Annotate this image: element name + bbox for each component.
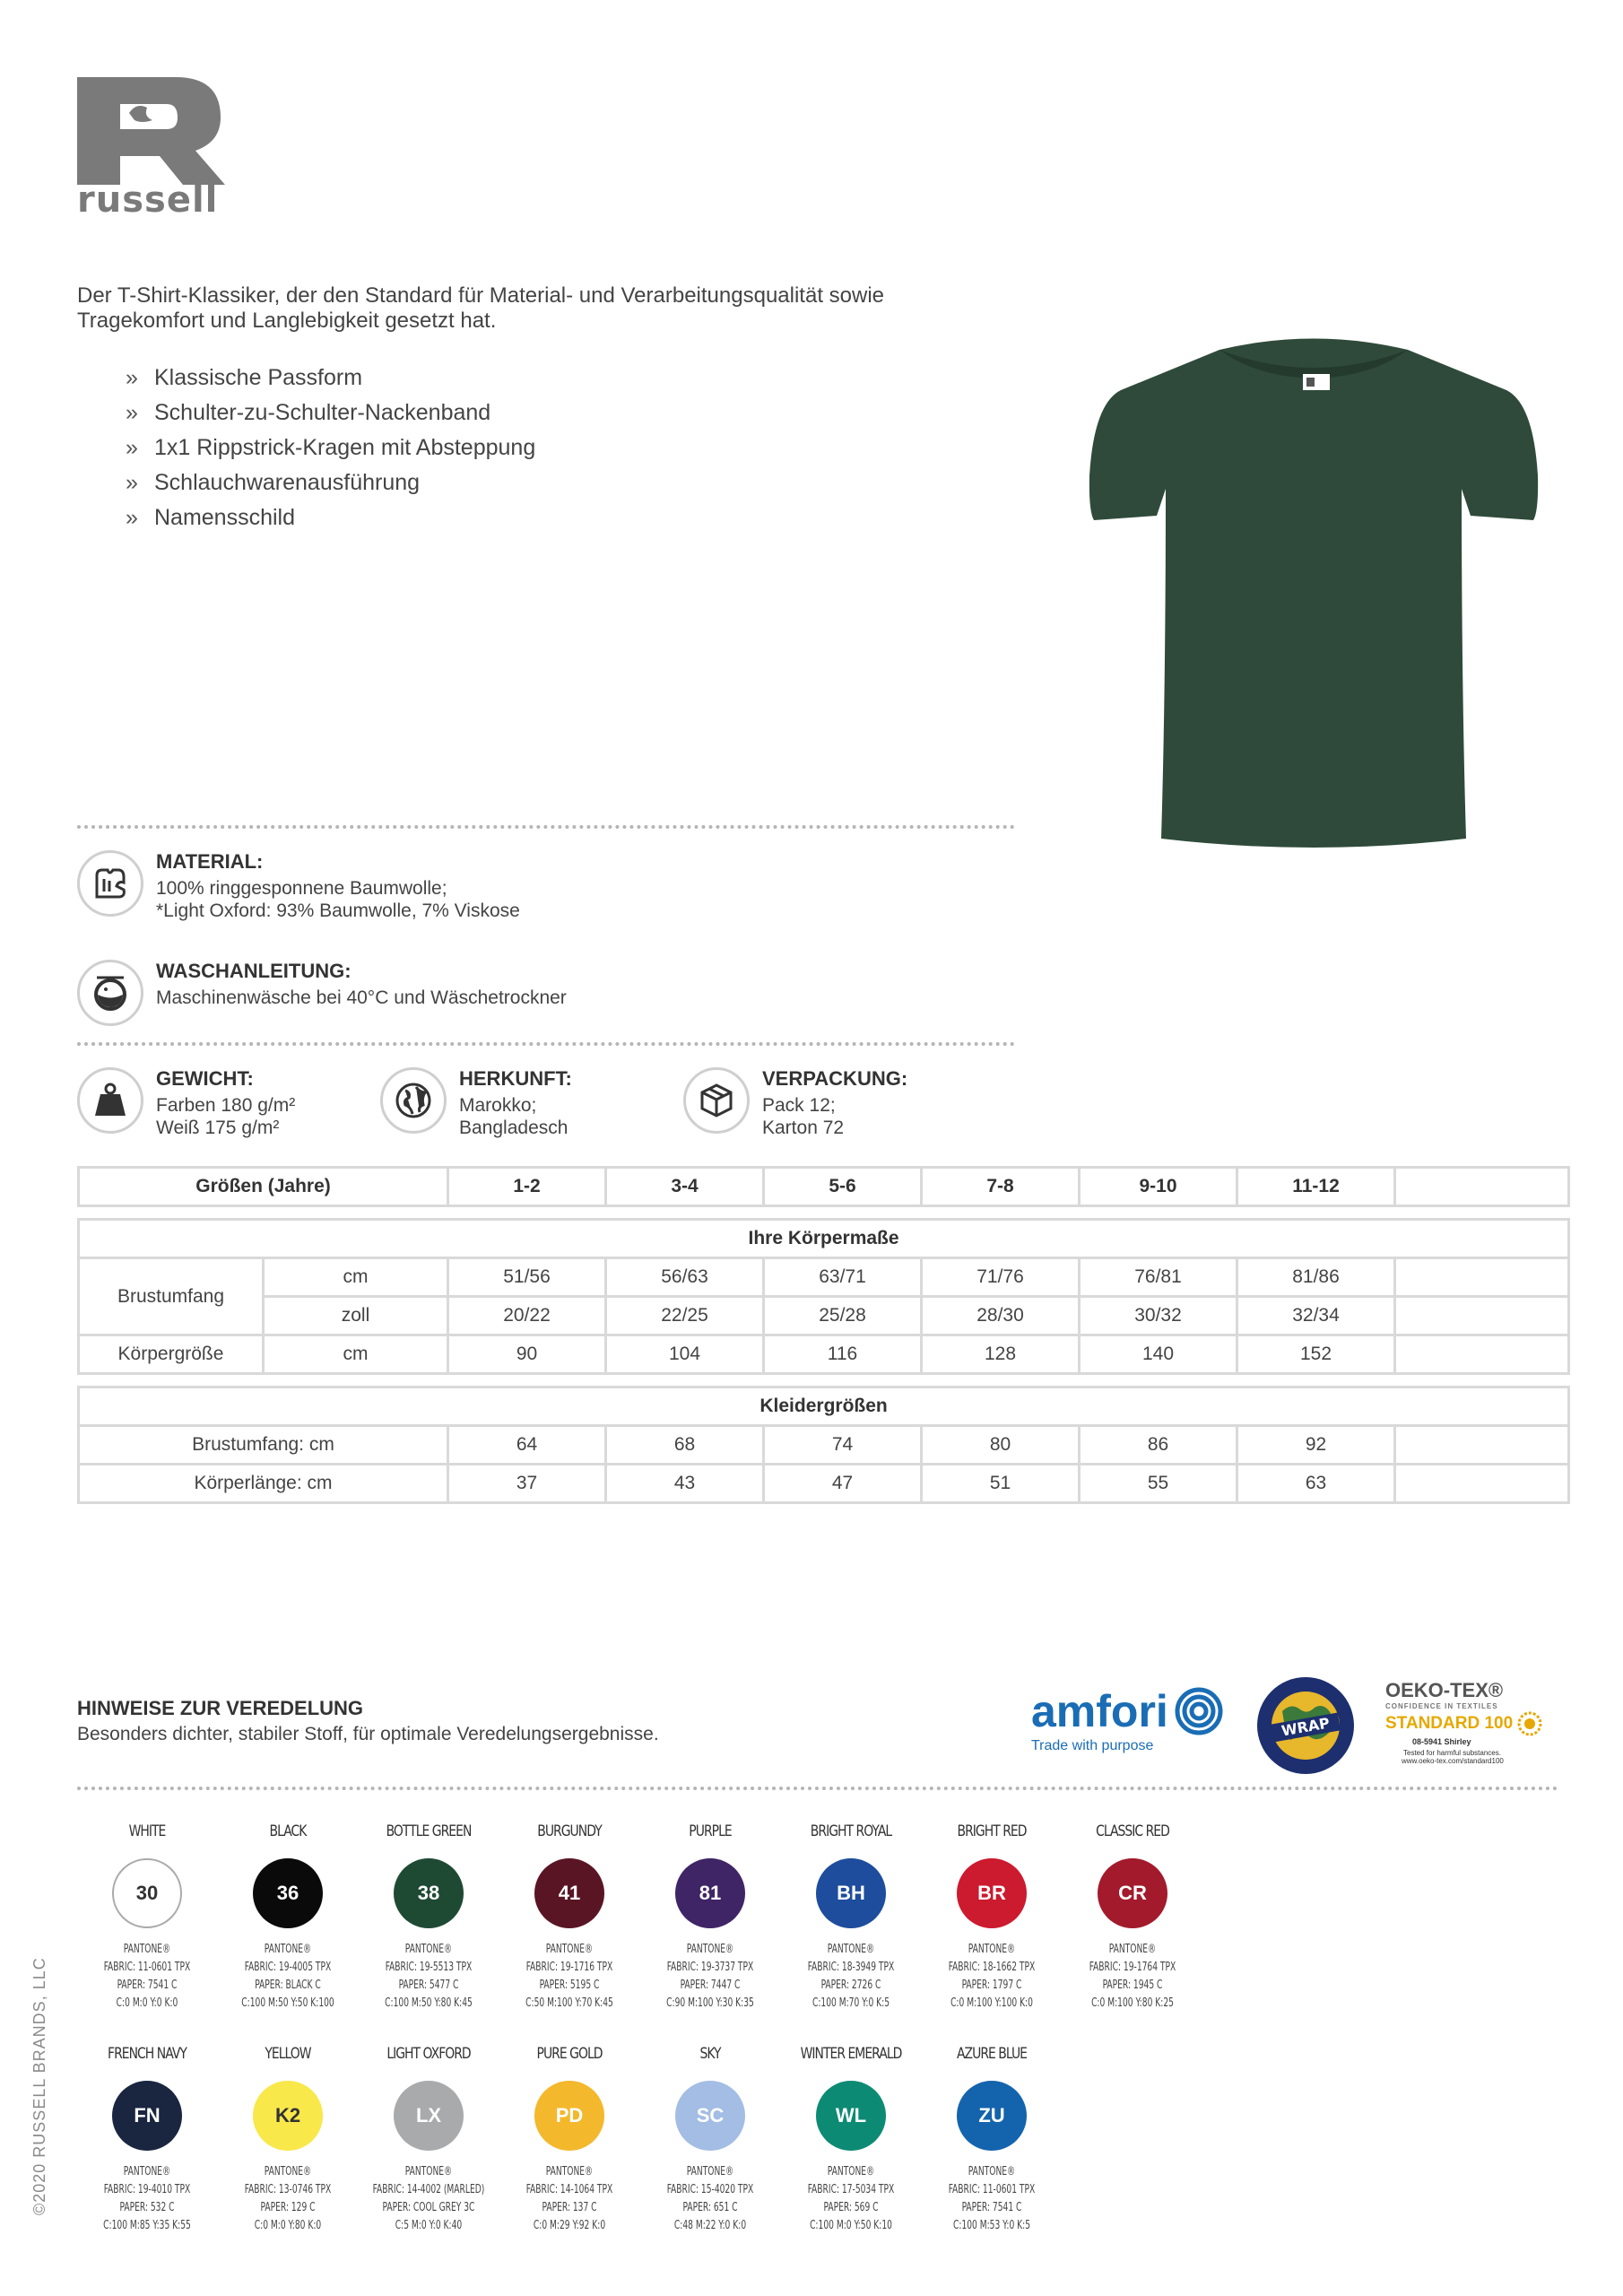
divider <box>77 1042 1015 1046</box>
color-swatch: BURGUNDY 41 PANTONE® FABRIC: 19-1716 TPX PAPER: 5195 C C:50 M:100 Y:70 K:45 <box>525 1822 613 2010</box>
wrap-certification-logo <box>1255 1675 1356 1776</box>
cotton-icon <box>77 850 143 917</box>
oeko-tex-logo: OEKO-TEX® CONFIDENCE IN TEXTILES STANDARD 100 08-5941 Shirley Tested for harmful substances. www.oeko-tex.com/standard100 <box>1385 1679 1556 1765</box>
size-cell: 9-10 <box>1080 1168 1237 1206</box>
divider <box>77 825 1015 829</box>
weight-icon <box>77 1067 143 1134</box>
swatch-circle: ZU <box>957 2081 1027 2151</box>
size-cell: 1-2 <box>448 1168 606 1206</box>
feature-list <box>126 361 535 535</box>
color-swatch: BLACK 36 PANTONE® FABRIC: 19-4005 TPX PAPER: BLACK C C:100 M:50 Y:50 K:100 <box>241 1822 334 2010</box>
height-label: Körpergröße <box>79 1335 264 1374</box>
size-cell: 5-6 <box>764 1168 922 1206</box>
color-swatch: LIGHT OXFORD LX PANTONE® FABRIC: 14-4002 (MARLED) PAPER: COOL GREY 3C C:5 M:0 Y:0 K:40 <box>372 2045 485 2232</box>
swatch-circle: BR <box>957 1858 1027 1928</box>
table-row <box>79 1387 1569 1426</box>
swatch-circle: SC <box>675 2081 745 2151</box>
color-swatch: YELLOW K2 PANTONE® FABRIC: 13-0746 TPX PAPER: 129 C C:0 M:0 Y:80 K:0 <box>244 2045 332 2232</box>
tshirt-product-image <box>1085 332 1542 861</box>
color-swatch: BRIGHT ROYAL BH PANTONE® FABRIC: 18-3949 TPX PAPER: 2726 C C:100 M:70 Y:0 K:5 <box>807 1822 895 2010</box>
table-row: Körperlänge: cm 37 43 47 51 55 63 <box>79 1465 1569 1503</box>
swatch-circle: CR <box>1098 1858 1167 1928</box>
divider <box>77 1787 1558 1790</box>
swatch-circle: K2 <box>253 2081 323 2151</box>
swatch-circle: 30 <box>112 1858 182 1928</box>
brand-wordmark: russell <box>77 179 219 221</box>
swatch-circle: 41 <box>534 1858 604 1928</box>
swatch-circle: FN <box>112 2081 182 2151</box>
color-swatch: FRENCH NAVY FN PANTONE® FABRIC: 19-4010 TPX PAPER: 532 C C:100 M:85 Y:35 K:55 <box>103 2045 191 2232</box>
size-header-table <box>77 1166 1570 1207</box>
color-swatch: SKY SC PANTONE® FABRIC: 15-4020 TPX PAPER: 651 C C:48 M:22 Y:0 K:0 <box>666 2045 754 2232</box>
swatch-circle: PD <box>534 2081 604 2151</box>
flower-icon <box>1516 1710 1543 1737</box>
garment-chest-label: Brustumfang: cm <box>79 1426 448 1465</box>
product-intro: Der T-Shirt-Klassiker, der den Standard für Material- und Verarbeitungsqualität sowie Tragekomfort und Langlebigkeit gesetzt hat. <box>77 283 885 333</box>
color-swatch: PURE GOLD PD PANTONE® FABRIC: 14-1064 TPX PAPER: 137 C C:0 M:29 Y:92 K:0 <box>525 2045 613 2232</box>
size-header-label: Größen (Jahre) <box>79 1168 448 1206</box>
color-swatch: AZURE BLUE ZU PANTONE® FABRIC: 11-0601 TPX PAPER: 7541 C C:100 M:53 Y:0 K:5 <box>948 2045 1036 2232</box>
feature-item: » Klassische Passform <box>126 365 363 390</box>
color-swatch: BRIGHT RED BR PANTONE® FABRIC: 18-1662 TPX PAPER: 1797 C C:0 M:100 Y:100 K:0 <box>948 1822 1036 2010</box>
copyright-notice: ©2020 RUSSELL BRANDS, LLC <box>30 1957 48 2215</box>
swatch-circle: LX <box>394 2081 464 2151</box>
color-swatch: WINTER EMERALD WL PANTONE® FABRIC: 17-5034 TPX PAPER: 569 C C:100 M:0 Y:50 K:10 <box>800 2045 902 2232</box>
garment-sizes-title: Kleidergrößen <box>79 1387 1569 1426</box>
chest-label: Brustumfang <box>79 1258 264 1335</box>
finishing-text: Besonders dichter, stabiler Stoff, für optimale Veredelungsergebnisse. <box>77 1724 659 1744</box>
feature-item: » Schlauchwarenausführung <box>126 470 421 495</box>
garment-sizes-table <box>77 1386 1570 1504</box>
size-cell: 3-4 <box>606 1168 764 1206</box>
amfori-ring-icon <box>1174 1686 1224 1736</box>
svg-text:WRAP: WRAP <box>1280 1714 1332 1740</box>
size-cell: 7-8 <box>922 1168 1080 1206</box>
swatch-circle: WL <box>816 2081 886 2151</box>
table-row: zoll 20/22 22/25 25/28 28/30 30/32 32/34 <box>79 1297 1569 1335</box>
size-cell: 11-12 <box>1237 1168 1395 1206</box>
feature-item: » Namensschild <box>126 505 296 530</box>
color-swatch: WHITE 30 PANTONE® FABRIC: 11-0601 TPX PAPER: 7541 C C:0 M:0 Y:0 K:0 <box>103 1822 191 2010</box>
body-measurements-title: Ihre Körpermaße <box>79 1220 1569 1258</box>
amfori-logo: amfori Trade with purpose <box>1031 1686 1224 1754</box>
feature-item: » Schulter-zu-Schulter-Nackenband <box>126 400 491 425</box>
garment-length-label: Körperlänge: cm <box>79 1465 448 1503</box>
swatch-circle: BH <box>816 1858 886 1928</box>
color-swatch: PURPLE 81 PANTONE® FABRIC: 19-3737 TPX PAPER: 7447 C C:90 M:100 Y:30 K:35 <box>666 1822 754 2010</box>
body-measurements-table <box>77 1218 1570 1375</box>
swatch-circle: 81 <box>675 1858 745 1928</box>
swatch-circle: 36 <box>253 1858 323 1928</box>
feature-item: » 1x1 Rippstrick-Kragen mit Absteppung <box>126 435 536 460</box>
box-icon <box>683 1067 750 1134</box>
table-row <box>79 1168 1569 1206</box>
swatch-circle: 38 <box>394 1858 464 1928</box>
color-swatch: BOTTLE GREEN 38 PANTONE® FABRIC: 19-5513 TPX PAPER: 5477 C C:100 M:50 Y:80 K:45 <box>385 1822 473 2010</box>
globe-icon <box>380 1067 447 1134</box>
washing-icon <box>77 960 143 1026</box>
color-swatch: CLASSIC RED CR PANTONE® FABRIC: 19-1764 TPX PAPER: 1945 C C:0 M:100 Y:80 K:25 <box>1089 1822 1176 2010</box>
table-row: Körpergröße cm 90 104 116 128 140 152 <box>79 1335 1569 1374</box>
table-row: Brustumfang cm 51/56 56/63 63/71 71/76 76/81 81/86 <box>79 1258 1569 1297</box>
table-row <box>79 1220 1569 1258</box>
finishing-heading: HINWEISE ZUR VEREDELUNG <box>77 1697 364 1719</box>
table-row: Brustumfang: cm 64 68 74 80 86 92 <box>79 1426 1569 1465</box>
